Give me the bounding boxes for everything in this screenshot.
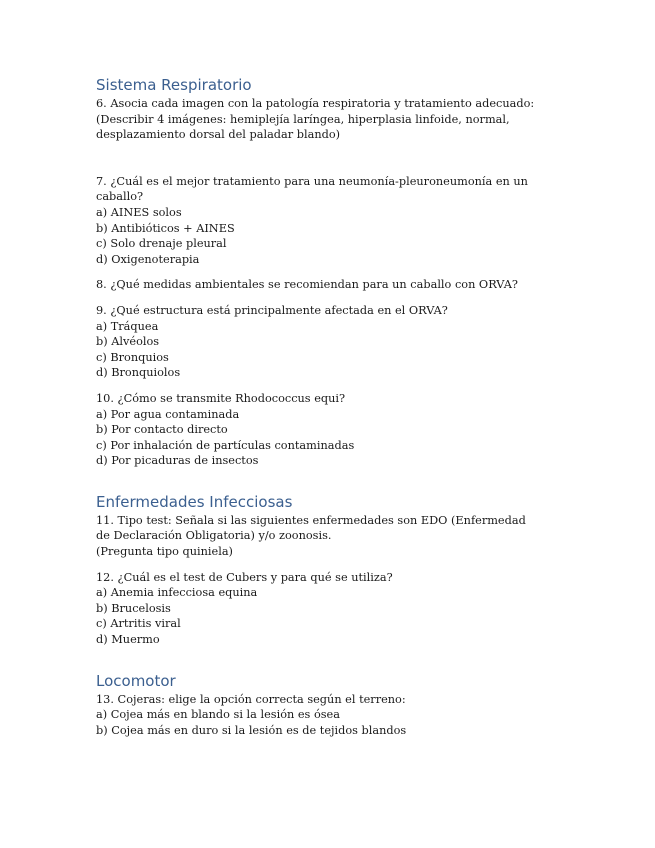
question-note: desplazamiento dorsal del paladar blando) [96,128,341,142]
question-text: 13. Cojeras: elige la opción correcta según el terreno: [96,692,406,706]
question-7 [96,174,566,268]
option-d: d) Bronquiolos [96,366,181,380]
option-c: c) Artritis viral [96,617,181,631]
option-a: a) Por agua contaminada [96,407,240,421]
question-9 [96,303,566,381]
option-b: b) Por contacto directo [96,423,228,437]
section-infecciosas [96,493,566,648]
question-text: 6. Asocia cada imagen con la patología respiratoria y tratamiento adecuado: [96,97,535,110]
option-a: a) Anemia infecciosa equina [96,586,258,600]
question-6 [96,96,566,143]
option-c: c) Por inhalación de partículas contaminadas [96,438,355,452]
option-b: b) Cojea más en duro si la lesión es de tejidos blandos [96,723,407,737]
question-10 [96,391,566,469]
question-text: caballo? [96,190,144,204]
option-d: d) Muermo [96,633,160,647]
question-12 [96,570,566,648]
section-title: Enfermedades Infecciosas [96,492,293,511]
option-b: b) Antibióticos + AINES [96,221,235,235]
option-d: d) Oxigenoterapia [96,252,200,266]
question-text: 8. ¿Qué medidas ambientales se recomiendan para un caballo con ORVA? [96,278,518,292]
question-text: de Declaración Obligatoria) y/o zoonosis. [96,529,332,543]
question-text: 10. ¿Cómo se transmite Rhodococcus equi? [96,391,346,405]
question-text: 9. ¿Qué estructura está principalmente afectada en el ORVA? [96,303,448,317]
section-locomotor [96,672,566,739]
question-11 [96,513,566,560]
question-note: (Describir 4 imágenes: hemiplejía laríngea, hiperplasia linfoide, normal, [96,112,510,126]
option-b: b) Alvéolos [96,335,160,349]
option-c: c) Solo drenaje pleural [96,237,227,251]
option-d: d) Por picaduras de insectos [96,454,259,468]
section-respiratorio [96,76,566,469]
question-note: (Pregunta tipo quiniela) [96,545,233,559]
exam-document [96,76,566,738]
option-b: b) Brucelosis [96,601,171,615]
option-a: a) Tráquea [96,319,159,333]
question-13 [96,692,566,739]
question-8 [96,277,566,293]
option-a: a) Cojea más en blando si la lesión es ósea [96,708,340,722]
question-text: 7. ¿Cuál es el mejor tratamiento para una neumonía-pleuroneumonía en un [96,174,528,188]
option-a: a) AINES solos [96,205,182,219]
option-c: c) Bronquios [96,350,169,364]
question-text: 11. Tipo test: Señala si las siguientes enfermedades son EDO (Enfermedad [96,513,526,527]
section-title: Sistema Respiratorio [96,76,252,94]
question-text: 12. ¿Cuál es el test de Cubers y para qué se utiliza? [96,570,393,584]
section-title: Locomotor [96,671,176,690]
